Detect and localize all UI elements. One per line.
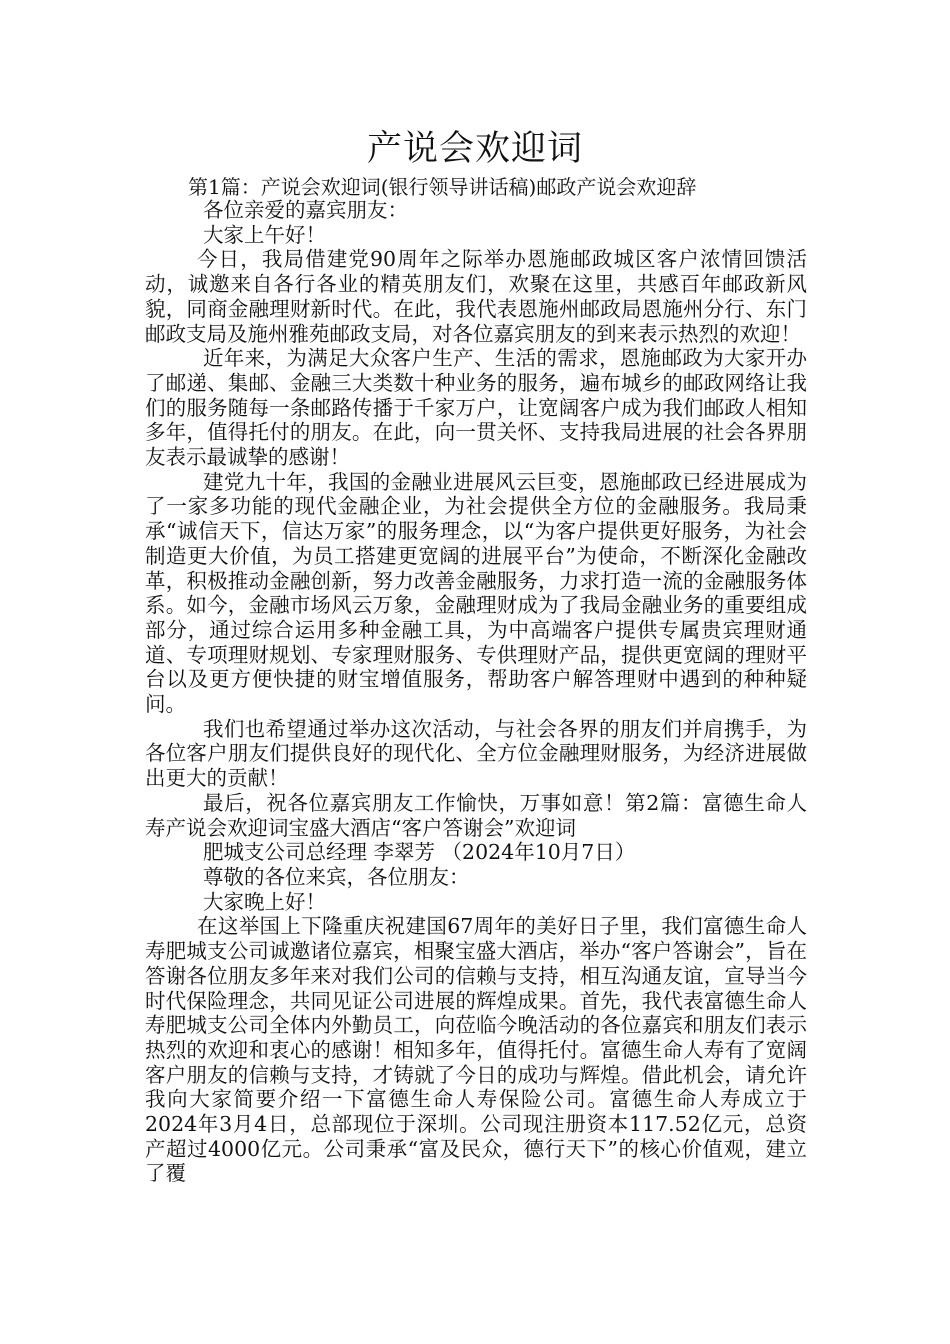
paragraph: 建党九十年，我国的金融业进展风云巨变，恩施邮政已经进展成为了一家多功能的现代金融企业，为社会提供全方位的金融服务。我局秉承“诚信天下，信达万家”的服务理念，以“为客户提供更好服务，为社会制造更大价值，为员工搭建更宽阔的进展平台”为使命，不断深化金融改革，积极推动金融创新，努力改善金融服务，力求打造一流的金融服务体系。如今，金融市场风云万象，金融理财成为了我局金融业务的重要组成部分，通过综合运用多种金融工具，为中高端客户提供专属贵宾理财通道、专项理财规划、专家理财服务、专供理财产品，提供更宽阔的理财平台以及更方便快捷的财宝增值服务，帮助客户解答理财中遇到的种种疑问。 (145, 469, 807, 717)
paragraph-greeting: 大家晚上好！ (203, 889, 326, 914)
paragraph: 我们也希望通过举办这次活动，与社会各界的朋友们并肩携手，为各位客户朋友们提供良好的现代化、全方位金融理财服务，为经济进展做出更大的贡献！ (145, 716, 807, 791)
document-subtitle: 第1篇：产说会欢迎词(银行领导讲话稿)邮政产说会欢迎辞 (188, 175, 697, 199)
document-title: 产说会欢迎词 (366, 129, 583, 169)
paragraph: 在这举国上下隆重庆祝建国67周年的美好日子里，我们富德生命人寿肥城支公司诚邀诸位嘉宾，相聚宝盛大酒店，举办“客户答谢会”，旨在答谢各位朋友多年来对我们公司的信赖与支持，相互沟通友谊，宣导当今时代保险理念，共同见证公司进展的辉煌成果。首先，我代表富德生命人寿肥城支公司全体内外勤员工，向莅临今晚活动的各位嘉宾和朋友们表示热烈的欢迎和衷心的感谢！相知多年，值得托付。富德生命人寿有了宽阔客户朋友的信赖与支持，才铸就了今日的成功与辉煌。借此机会，请允许我向大家简要介绍一下富德生命人寿保险公司。富德生命人寿成立于2024年3月4日，总部现位于深圳。公司现注册资本117.52亿元，总资产超过4000亿元。公司秉承“富及民众，德行天下”的核心价值观，建立了覆 (145, 914, 807, 1186)
paragraph: 最后，祝各位嘉宾朋友工作愉快，万事如意！第2篇：富德生命人寿产说会欢迎词宝盛大酒店“客户答谢会”欢迎词 (145, 790, 807, 840)
paragraph-greeting: 大家上午好！ (203, 222, 326, 247)
document-body (145, 198, 807, 1186)
paragraph-salutation: 各位亲爱的嘉宾朋友： (203, 198, 408, 222)
paragraph: 近年来，为满足大众客户生产、生活的需求，恩施邮政为大家开办了邮递、集邮、金融三大类数十种业务的服务，遍布城乡的邮政网络让我们的服务随每一条邮路传播于千家万户，让宽阔客户成为我们邮政人相知多年，值得托付的朋友。在此，向一贯关怀、支持我局进展的社会各界朋友表示最诚挚的感谢！ (145, 346, 807, 470)
paragraph: 今日，我局借建党90周年之际举办恩施邮政城区客户浓情回馈活动，诚邀来自各行各业的精英朋友们，欢聚在这里，共感百年邮政新风貌，同商金融理财新时代。在此，我代表恩施州邮政局恩施州分行、东门邮政支局及施州雅苑邮政支局，对各位嘉宾朋友的到来表示热烈的欢迎！ (145, 247, 807, 346)
paragraph-signature: 肥城支公司总经理 李翠芳 （2024年10月7日） (203, 840, 636, 865)
paragraph-salutation: 尊敬的各位来宾，各位朋友： (203, 864, 470, 889)
